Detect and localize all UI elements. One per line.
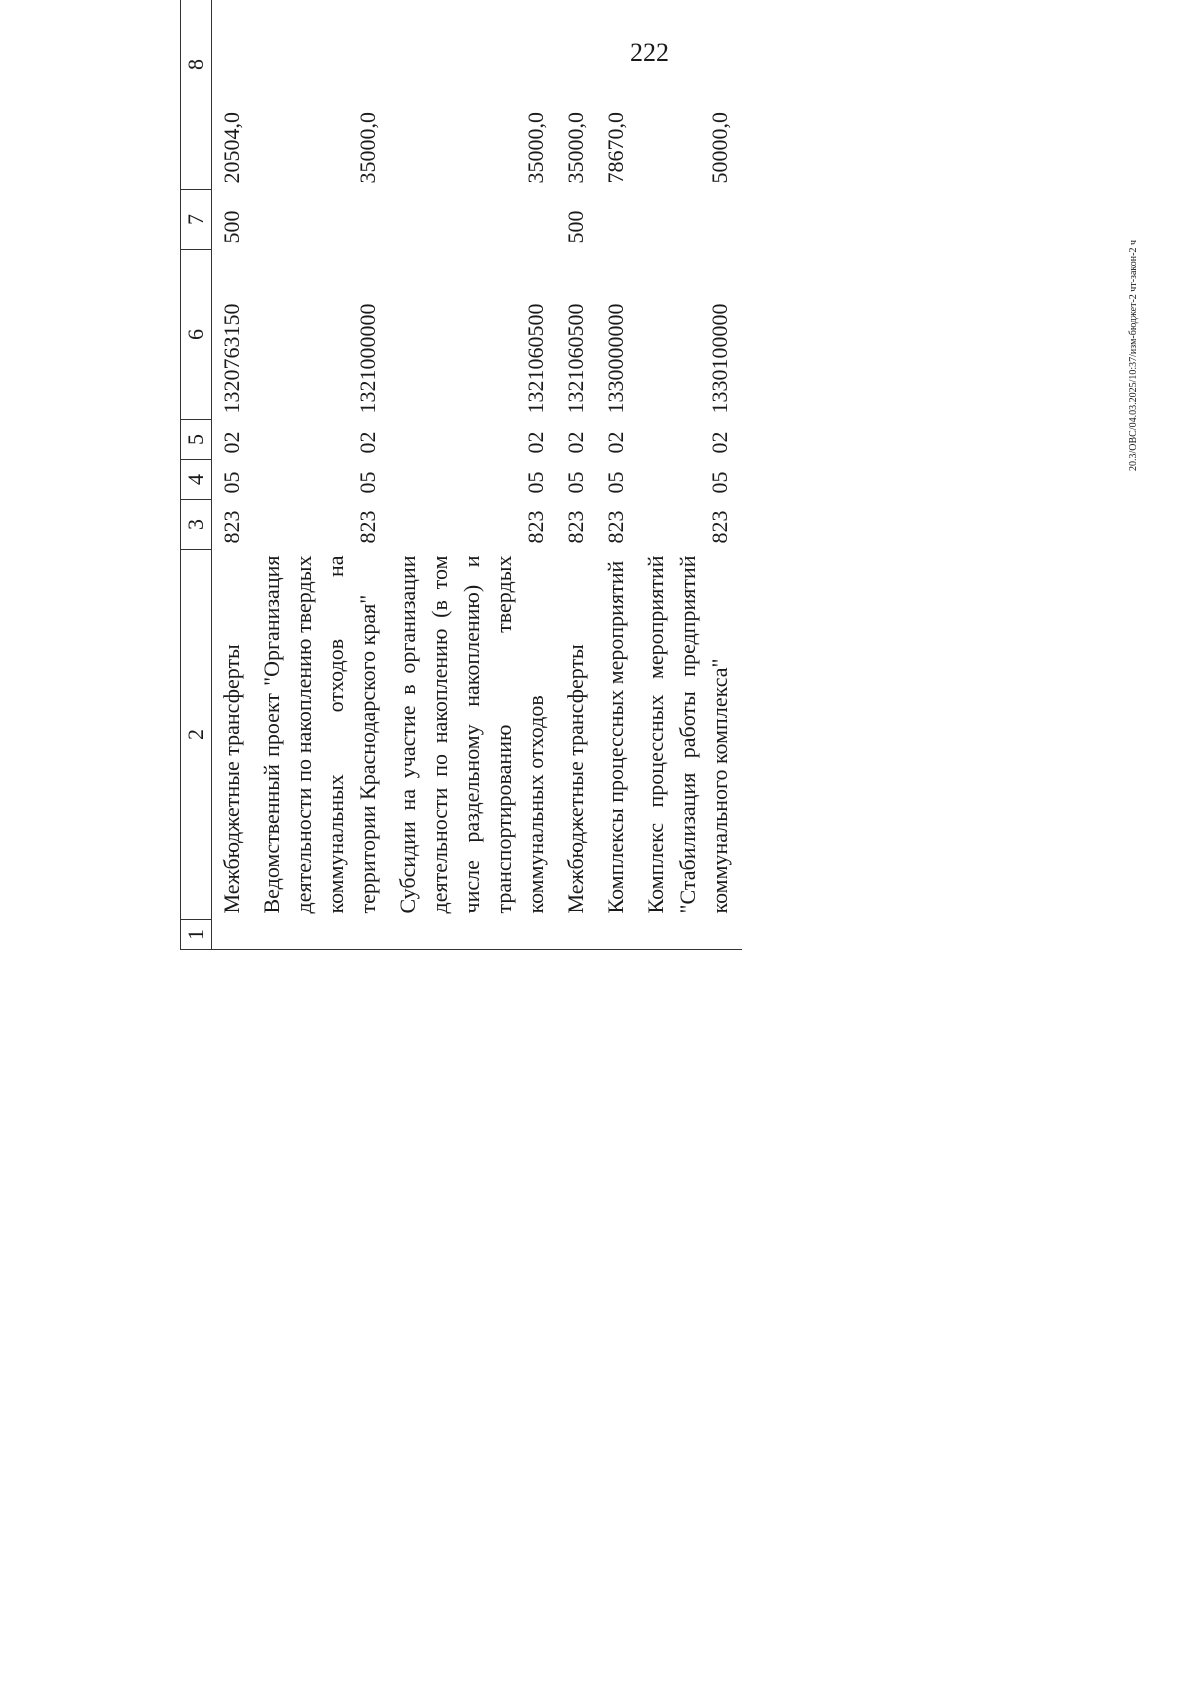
cell-col5: 02 [563,431,588,454]
cell-col5: 02 [707,431,732,454]
column-header: 4 [181,460,212,500]
cell-description: Субсидии на участие в организации деятельности по накоплению (в том числе раздельному накоплению) и транспортированию твердых коммунальных отходов [395,555,548,914]
cell-col8: 35000,0 [563,112,588,184]
column-header: 2 [181,550,212,920]
cell-index [638,920,742,950]
cell-col6: 1321060500 [563,303,588,414]
cell-col8: 35000,0 [523,112,548,184]
cell-col7 [638,190,742,250]
cell-col6: 1320763150 [219,303,244,414]
cell-col6: 1330000000 [603,303,628,414]
table-row [558,0,598,950]
column-header: 6 [181,250,212,420]
cell-col4: 05 [707,471,732,494]
column-header: 1 [181,920,212,950]
cell-description: Ведомственный проект "Организация деятельности по накоплению твердых коммунальных отходов на территории Краснодарского края" [259,555,380,914]
cell-description: Межбюджетные трансферты [219,644,244,914]
cell-col4: 05 [563,471,588,494]
table-row [254,0,390,950]
cell-col8: 35000,0 [355,112,380,184]
column-header: 3 [181,500,212,550]
column-header: 7 [181,190,212,250]
cell-col5: 02 [219,431,244,454]
table-row [390,0,558,950]
cell-col7: 500 [219,210,244,244]
cell-col7 [390,190,558,250]
cell-col6: 1321060500 [523,303,548,414]
cell-index [212,920,255,950]
rotated-table-frame [180,59,1200,950]
cell-col8: 20504,0 [219,112,244,184]
cell-col5: 02 [603,431,628,454]
cell-col3: 823 [523,510,548,544]
cell-col6: 1321000000 [355,303,380,414]
document-code-text: 20.3/ОВС/04.03.2025/10:37/изм-бюджет-2 чт-закон-2 ч [1128,240,1139,472]
cell-col5: 02 [355,431,380,454]
column-header: 5 [181,420,212,460]
cell-col4: 05 [523,471,548,494]
cell-description: Комплексы процессных мероприятий [603,560,628,914]
cell-index [558,920,598,950]
cell-col6: 1330100000 [707,303,732,414]
cell-col3: 823 [355,510,380,544]
cell-col4: 05 [355,471,380,494]
page-number: 222 [630,38,669,67]
cell-col5: 02 [523,431,548,454]
cell-description: Комплекс процессных мероприятий "Стабилизация работы предприятий коммунального комплекса" [643,555,732,914]
cell-col7 [254,190,390,250]
cell-col3: 823 [219,510,244,544]
cell-col4: 05 [219,471,244,494]
cell-col3: 823 [603,510,628,544]
cell-index [254,920,390,950]
column-header: 8 [181,0,212,190]
table-header-row [181,0,212,950]
table-row [598,0,638,950]
cell-col8: 78670,0 [603,112,628,184]
cell-index [598,920,638,950]
cell-col3: 823 [563,510,588,544]
cell-description: Межбюджетные трансферты [563,644,588,914]
budget-table [180,0,742,950]
cell-col8: 50000,0 [707,112,732,184]
cell-col3: 823 [707,510,732,544]
table-row [212,0,255,950]
cell-col7: 500 [563,210,588,244]
table-row [638,0,742,950]
cell-col7 [598,190,638,250]
cell-index [390,920,558,950]
cell-col4: 05 [603,471,628,494]
